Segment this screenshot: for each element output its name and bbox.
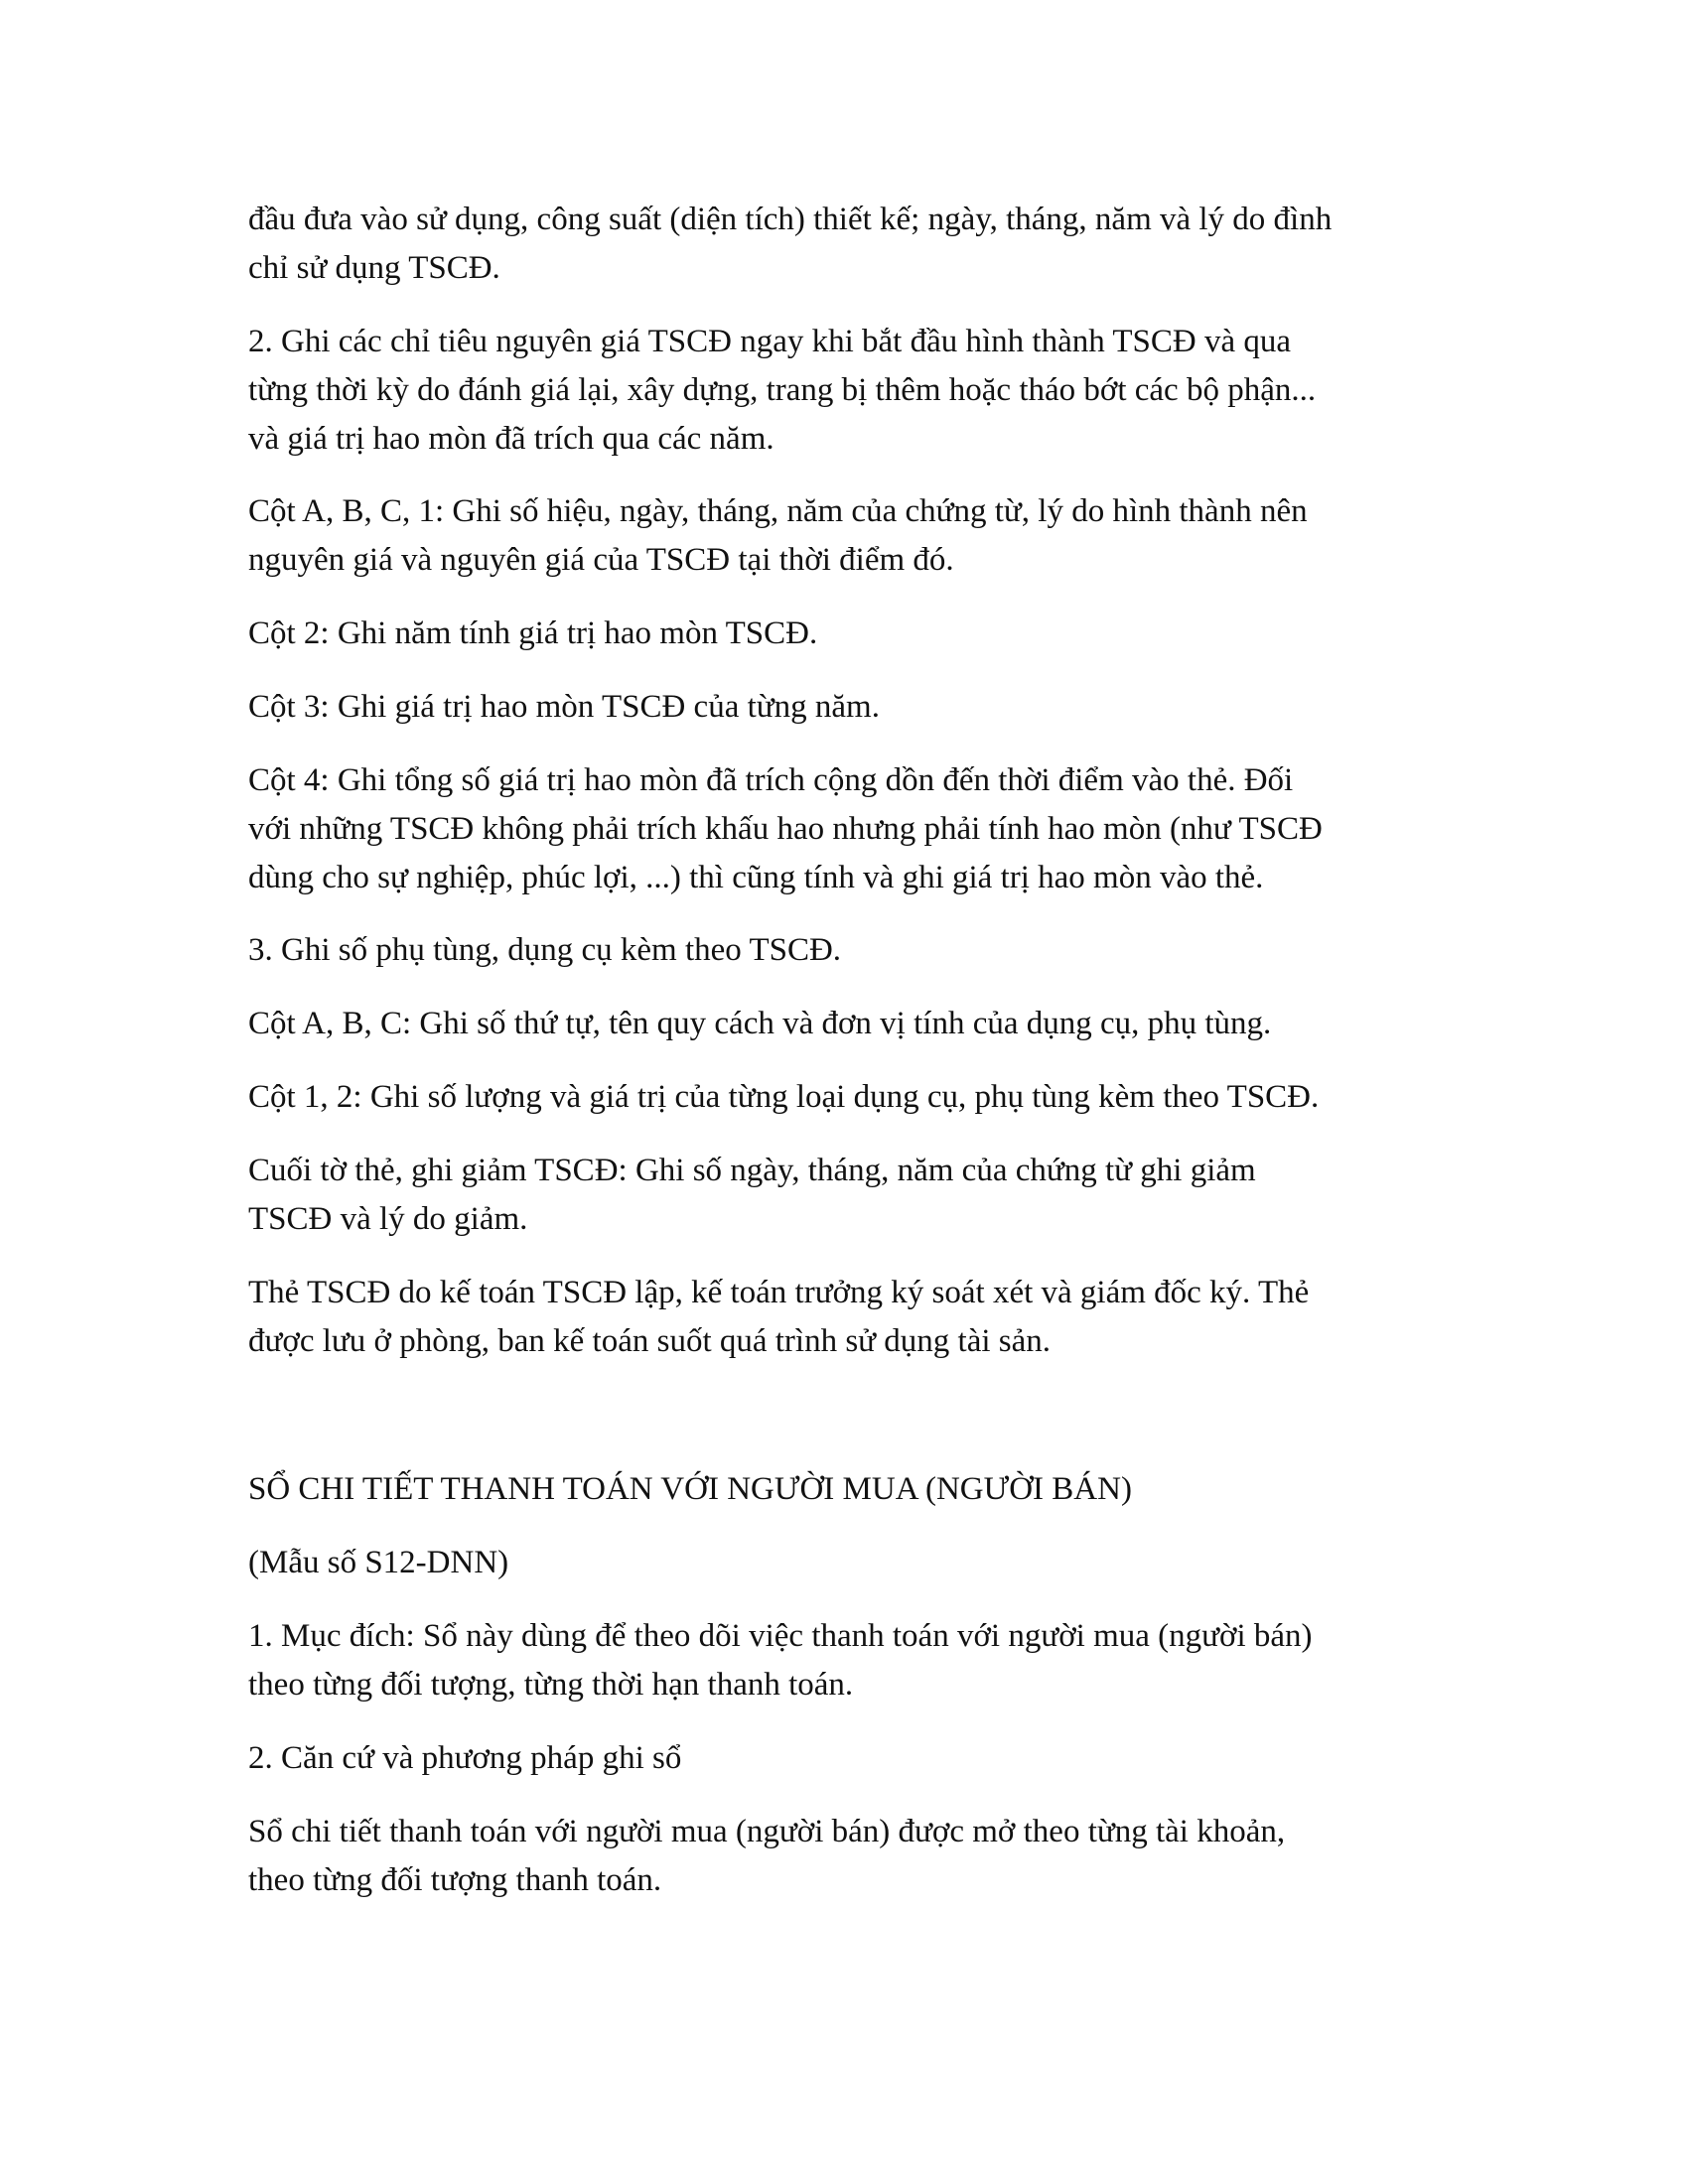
paragraph-ledger-opening xyxy=(248,1808,1440,1905)
text-line: với những TSCĐ không phải trích khấu hao nhưng phải tính hao mòn (như TSCĐ xyxy=(248,811,1323,847)
text-line: Cột 4: Ghi tổng số giá trị hao mòn đã trích cộng dồn đến thời điểm vào thẻ. Đối xyxy=(248,762,1294,798)
text-line: Cột 1, 2: Ghi số lượng và giá trị của từng loại dụng cụ, phụ tùng kèm theo TSCĐ. xyxy=(248,1079,1320,1115)
text-line: 3. Ghi số phụ tùng, dụng cụ kèm theo TSCĐ. xyxy=(248,932,842,968)
paragraph-columns-1-2 xyxy=(248,1073,1440,1122)
paragraph-columns-abc1 xyxy=(248,487,1440,585)
text-line: chỉ sử dụng TSCĐ. xyxy=(248,250,500,286)
text-line: được lưu ở phòng, ban kế toán suốt quá trình sử dụng tài sản. xyxy=(248,1323,1052,1359)
paragraph-purpose xyxy=(248,1612,1440,1709)
paragraph-column-2 xyxy=(248,610,1440,658)
paragraph-original-cost xyxy=(248,318,1440,464)
form-code xyxy=(248,1539,1440,1587)
paragraph-column-4 xyxy=(248,756,1440,902)
section-title xyxy=(248,1465,1440,1514)
paragraph-asset-usage-info xyxy=(248,196,1440,293)
text-line: 2. Căn cứ và phương pháp ghi sổ xyxy=(248,1740,682,1776)
paragraph-column-3 xyxy=(248,683,1440,732)
text-line: từng thời kỳ do đánh giá lại, xây dựng, trang bị thêm hoặc tháo bớt các bộ phận... xyxy=(248,372,1317,408)
text-line: Cột A, B, C: Ghi số thứ tự, tên quy cách và đơn vị tính của dụng cụ, phụ tùng. xyxy=(248,1006,1272,1041)
text-line: 2. Ghi các chỉ tiêu nguyên giá TSCĐ ngay khi bắt đầu hình thành TSCĐ và qua xyxy=(248,324,1292,359)
paragraph-card-end xyxy=(248,1147,1440,1244)
section-title-text: SỔ CHI TIẾT THANH TOÁN VỚI NGƯỜI MUA (NGƯỜI BÁN) xyxy=(248,1471,1132,1507)
paragraph-method-heading xyxy=(248,1734,1440,1783)
form-code-text: (Mẫu số S12-DNN) xyxy=(248,1545,509,1580)
text-line: Sổ chi tiết thanh toán với người mua (người bán) được mở theo từng tài khoản, xyxy=(248,1814,1286,1849)
text-line: và giá trị hao mòn đã trích qua các năm. xyxy=(248,421,774,457)
text-line: theo từng đối tượng thanh toán. xyxy=(248,1862,662,1898)
text-line: đầu đưa vào sử dụng, công suất (diện tích) thiết kế; ngày, tháng, năm và lý do đình xyxy=(248,202,1333,237)
text-line: Cột A, B, C, 1: Ghi số hiệu, ngày, tháng, năm của chứng từ, lý do hình thành nên xyxy=(248,493,1308,529)
text-line: theo từng đối tượng, từng thời hạn thanh toán. xyxy=(248,1667,854,1703)
text-line: Cột 3: Ghi giá trị hao mòn TSCĐ của từng năm. xyxy=(248,689,880,725)
text-line: Cuối tờ thẻ, ghi giảm TSCĐ: Ghi số ngày, tháng, năm của chứng từ ghi giảm xyxy=(248,1153,1256,1188)
paragraph-card-preparation xyxy=(248,1269,1440,1366)
text-line: 1. Mục đích: Sổ này dùng để theo dõi việc thanh toán với người mua (người bán) xyxy=(248,1618,1313,1654)
paragraph-spare-parts xyxy=(248,926,1440,975)
text-line: Thẻ TSCĐ do kế toán TSCĐ lập, kế toán trưởng ký soát xét và giám đốc ký. Thẻ xyxy=(248,1275,1310,1310)
paragraph-columns-abc xyxy=(248,1000,1440,1048)
text-line: TSCĐ và lý do giảm. xyxy=(248,1201,528,1237)
text-line: nguyên giá và nguyên giá của TSCĐ tại thời điểm đó. xyxy=(248,542,954,578)
text-line: Cột 2: Ghi năm tính giá trị hao mòn TSCĐ. xyxy=(248,615,818,651)
text-line: dùng cho sự nghiệp, phúc lợi, ...) thì cũng tính và ghi giá trị hao mòn vào thẻ. xyxy=(248,860,1264,895)
